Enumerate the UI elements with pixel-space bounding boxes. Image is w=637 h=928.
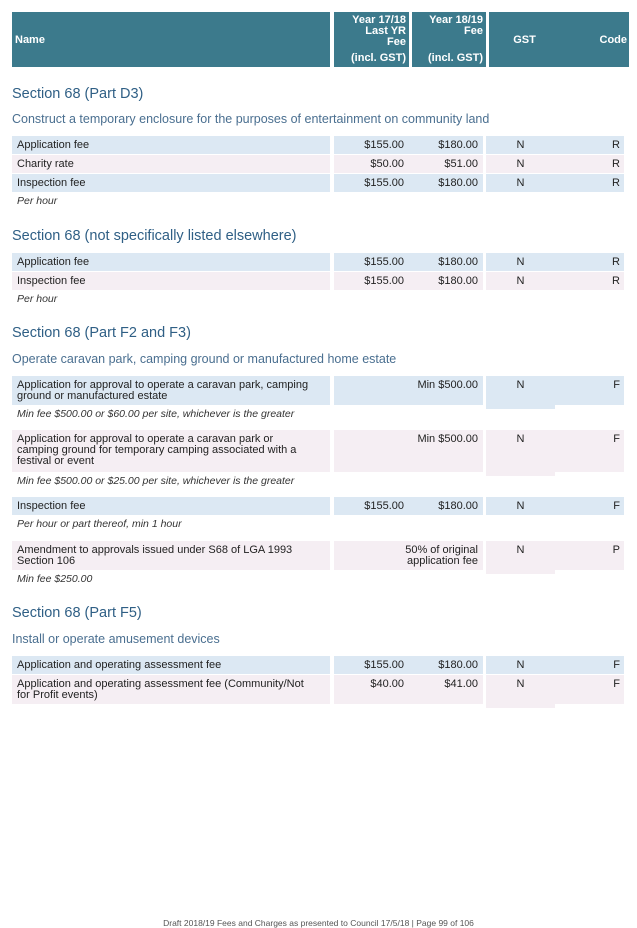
table-row	[12, 376, 624, 405]
header-last-yr-line3: Fee	[387, 36, 406, 48]
header-gst	[489, 12, 560, 67]
row-name-line2: Section 106	[17, 555, 76, 567]
row-code: F	[555, 376, 624, 405]
row-fee: $180.00	[409, 136, 483, 154]
row-code: R	[555, 136, 624, 154]
header-fee-sub: (incl. GST)	[428, 52, 483, 64]
row-fee: $180.00	[409, 497, 483, 515]
row-code: R	[555, 174, 624, 192]
row-fee: $180.00	[409, 656, 483, 674]
row-name: Inspection fee	[12, 272, 330, 290]
row-fee: $180.00	[409, 253, 483, 271]
row-gst: N	[486, 675, 555, 708]
row-name: Inspection fee	[12, 497, 330, 515]
row-fee	[334, 541, 483, 570]
row-gst: N	[486, 376, 555, 409]
row-gst: N	[486, 155, 555, 173]
row-gst: N	[486, 272, 555, 290]
header-code	[560, 12, 629, 67]
row-last-fee: $155.00	[334, 272, 409, 290]
row-name	[12, 430, 330, 472]
row-name-line2: camping ground for temporary camping associated with a	[17, 444, 297, 456]
section-title: Section 68 (not specifically listed elsewhere)	[12, 228, 297, 244]
row-name-line1: Amendment to approvals issued under S68 of LGA 1993	[17, 544, 293, 556]
row-name: Application and operating assessment fee	[12, 656, 330, 674]
table-row	[12, 430, 624, 472]
table-row	[12, 497, 624, 515]
row-fee: $180.00	[409, 272, 483, 290]
row-name-line2: for Profit events)	[17, 689, 98, 701]
row-last-fee: $155.00	[334, 253, 409, 271]
row-name-line1: Application and operating assessment fee (Community/Not	[17, 678, 304, 690]
row-gst: N	[486, 656, 555, 674]
row-name	[12, 541, 330, 570]
row-code: R	[555, 272, 624, 290]
row-fee: Min $500.00	[334, 376, 483, 405]
row-name-line2: ground or manufactured estate	[17, 390, 168, 402]
row-last-fee: $155.00	[334, 174, 409, 192]
row-fee-line2: application fee	[407, 555, 478, 567]
row-note: Per hour	[17, 293, 58, 305]
row-last-fee: $155.00	[334, 497, 409, 515]
section-title: Section 68 (Part D3)	[12, 86, 144, 102]
page-footer: Draft 2018/19 Fees and Charges as presented to Council 17/5/18 | Page 99 of 106	[163, 918, 474, 928]
row-fee: $41.00	[409, 675, 483, 704]
row-code: F	[555, 430, 624, 472]
table-header	[12, 12, 629, 67]
header-name-label: Name	[15, 33, 45, 46]
row-fee: $51.00	[409, 155, 483, 173]
row-code: R	[555, 155, 624, 173]
section-title: Section 68 (Part F5)	[12, 605, 142, 621]
section-title: Section 68 (Part F2 and F3)	[12, 325, 191, 341]
row-note: Min fee $250.00	[17, 573, 93, 585]
header-fee-line1: Year 18/19	[429, 14, 483, 26]
row-code: F	[555, 675, 624, 704]
row-name-line1: Application for approval to operate a caravan park or	[17, 433, 274, 445]
row-name	[12, 376, 330, 405]
header-code-label: Code	[599, 33, 627, 46]
row-name: Inspection fee	[12, 174, 330, 192]
row-code: P	[555, 541, 624, 570]
table-row	[12, 253, 624, 271]
row-gst: N	[486, 541, 555, 574]
table-row	[12, 541, 624, 570]
row-note: Min fee $500.00 or $25.00 per site, whichever is the greater	[17, 475, 295, 487]
row-last-fee: $155.00	[334, 136, 409, 154]
row-name: Application fee	[12, 253, 330, 271]
row-fee-line1: 50% of original	[405, 544, 478, 556]
table-row	[12, 136, 624, 154]
header-fee-line2: Fee	[464, 25, 483, 37]
section-subtitle: Operate caravan park, camping ground or manufactured home estate	[12, 352, 397, 366]
row-note: Min fee $500.00 or $60.00 per site, whichever is the greater	[17, 408, 295, 420]
section-subtitle: Construct a temporary enclosure for the purposes of entertainment on community land	[12, 112, 490, 126]
row-last-fee: $40.00	[334, 675, 409, 704]
row-last-fee: $50.00	[334, 155, 409, 173]
row-name	[12, 675, 330, 704]
header-last-yr-line2: Last YR	[365, 25, 406, 37]
row-code: R	[555, 253, 624, 271]
row-name-line1: Application for approval to operate a caravan park, camping	[17, 379, 309, 391]
row-note: Per hour	[17, 195, 58, 207]
row-note: Per hour or part thereof, min 1 hour	[17, 518, 182, 530]
table-row	[12, 272, 624, 290]
header-name	[12, 12, 330, 67]
header-last-yr-sub: (incl. GST)	[351, 52, 406, 64]
row-gst: N	[486, 136, 555, 154]
row-fee: Min $500.00	[334, 430, 483, 472]
table-row	[12, 174, 624, 192]
table-row	[12, 155, 624, 173]
header-fee	[412, 12, 486, 67]
header-last-yr-line1: Year 17/18	[352, 14, 406, 26]
row-gst: N	[486, 497, 555, 515]
row-name-line3: festival or event	[17, 455, 95, 467]
table-row	[12, 675, 624, 704]
row-last-fee: $155.00	[334, 656, 409, 674]
header-gst-label: GST	[513, 33, 536, 46]
row-gst: N	[486, 174, 555, 192]
row-name: Charity rate	[12, 155, 330, 173]
row-fee: $180.00	[409, 174, 483, 192]
row-code: F	[555, 656, 624, 674]
row-code: F	[555, 497, 624, 515]
row-gst: N	[486, 253, 555, 271]
table-row	[12, 656, 624, 674]
section-subtitle: Install or operate amusement devices	[12, 632, 220, 646]
row-gst: N	[486, 430, 555, 476]
header-last-yr-fee	[334, 12, 409, 67]
row-name: Application fee	[12, 136, 330, 154]
